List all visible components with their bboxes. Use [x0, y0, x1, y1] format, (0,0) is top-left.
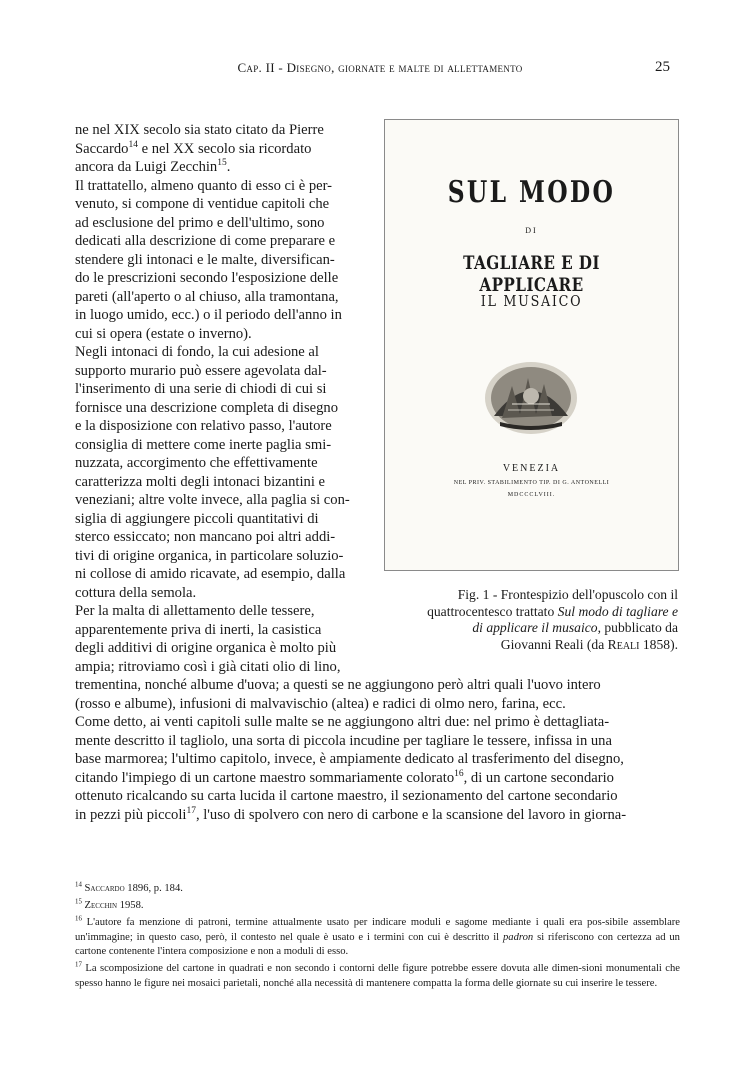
footnote: $^{14}$ Saccardo 1896, p. 184.	[75, 881, 183, 894]
body-line: siglia di aggiungere piccoli quantitativi di	[75, 511, 319, 527]
body-line: ancora da Luigi Zecchin$^{15}$.	[75, 158, 231, 175]
body-line: degli additivi di origine organica è molto più	[75, 640, 337, 656]
body-line: Per la malta di allettamento delle tessere,	[75, 603, 315, 619]
figure-caption: Fig. 1 - Frontespizio dell'opuscolo con il quattrocentesco trattato Sul modo di tagliare e di applicare il musaico, pubblicato da Giovanni Reali (da Reali 1858).	[427, 587, 678, 652]
body-line: cui si opera (estate o inverno).	[75, 326, 252, 342]
body-line: consiglia di mettere come inerte paglia smi-	[75, 437, 332, 453]
frontispiece-subtitle: TAGLIARE E DI APPLICARE	[463, 252, 600, 296]
body-line: (rosso e albume), infusioni di malvavischio (altea) e radici di olmo nero, farina, ecc.	[75, 696, 566, 712]
body-line: nuzzata, accorgimento che effettivamente	[75, 455, 318, 471]
body-line: ne nel XIX secolo sia stato citato da Pierre	[75, 122, 324, 138]
body-line: ampia; ritroviamo così i già citati olio di lino,	[75, 659, 341, 675]
frontispiece-image	[384, 119, 679, 571]
body-line: veneziani; altre volte invece, alla paglia si con-	[75, 492, 350, 508]
frontispiece-printer: NEL PRIV. STABILIMENTO TIP. DI G. ANTONELLI	[453, 480, 610, 486]
footnote: $^{17}$ La scomposizione del cartone in quadrati e non secondo i contorni delle figure potrebbe essere dovuta alle dimen-sioni monumentali che spesso hanno le figure nei mosaici parietali, nonché alla necessità di mantenere compatta la forma delle giornate su cui inserire le tessere.	[75, 961, 680, 989]
body-line: venuto, si compone di ventidue capitoli che	[75, 196, 330, 212]
body-line: citando l'impiego di un cartone maestro sommariamente colorato$^{16}$, di un cartone secondario	[75, 769, 614, 786]
running-header-title: Cap. II - Disegno, giornate e malte di allettamento	[237, 60, 523, 75]
frontispiece-year: MDCCCLVIII.	[507, 492, 556, 498]
body-line: do le prescrizioni secondo l'esposizione delle	[75, 270, 339, 286]
body-line: apparentemente priva di inerti, la casistica	[75, 622, 322, 638]
frontispiece-di: DI	[525, 226, 538, 235]
body-line: sterco essiccato; non mancano poi altri addi-	[75, 529, 336, 545]
footnote: $^{16}$ L'autore fa menzione di patroni, termine attualmente usato per indicare moduli e sagome mediante i quali era pos-sibile assemblare un'immagine; in questo caso, però, il contesto nel quale è usato e i termini con cui è descritto il padron si riferiscono con certezza ad un cartone contenente l'intera composizione e non a moduli di esso.	[75, 915, 680, 957]
footnote: $^{15}$ Zecchin 1958.	[75, 898, 144, 911]
frontispiece-subject: IL MUSAICO	[480, 292, 583, 310]
frontispiece-city: VENEZIA	[502, 463, 561, 474]
body-line: mente descritto il tagliolo, una sorta di piccola incudine per tagliare le tessere, infissa in una	[75, 733, 612, 749]
body-line: trementina, nonché albume d'uova; a questi se ne aggiungono però altri quali l'uovo intero	[75, 677, 601, 693]
body-line: tivi di origine organica, in particolare soluzio-	[75, 548, 344, 564]
body-line: in luogo umido, ecc.) o il periodo dell'anno in	[75, 307, 342, 323]
body-line: Il trattatello, almeno quanto di esso ci è per-	[75, 178, 333, 194]
body-line: Negli intonaci di fondo, la cui adesione al	[75, 344, 319, 360]
body-line: e la disposizione con relativo passo, l'autore	[75, 418, 332, 434]
body-line: base marmorea; l'ultimo capitolo, invece, è ampiamente dedicato al trasferimento del disegno,	[75, 751, 624, 767]
body-line: supporto murario può essere agevolata dal-	[75, 363, 327, 379]
body-line: caratterizza molti degli intonaci bizantini e	[75, 474, 326, 490]
body-line: l'inserimento di una serie di chiodi di cui si	[75, 381, 327, 397]
body-line: ad esclusione del primo e dell'ultimo, sono	[75, 215, 325, 231]
body-line: cottura della semola.	[75, 585, 197, 601]
frontispiece-title: SUL MODO	[447, 175, 616, 210]
body-line: ni collose di amido ricavate, ad esempio, dalla	[75, 566, 346, 582]
body-line: Come detto, ai venti capitoli sulle malte se ne aggiungono altri due: nel primo è dettagliata-	[75, 714, 610, 730]
body-line: ottenuto ricalcando su carta lucida il cartone maestro, il sezionamento del cartone secondario	[75, 788, 618, 804]
page-number: 25	[655, 59, 670, 75]
body-line: stendere gli intonaci e le malte, diversifican-	[75, 252, 335, 268]
body-line: pareti (all'aperto o al chiuso, alla tramontana,	[75, 289, 339, 305]
body-line: in pezzi più piccoli$^{17}$, l'uso di spolvero con nero di carbone e la scansione del lavoro in giorna-	[75, 806, 627, 823]
body-line: dedicati alla descrizione di come preparare e	[75, 233, 336, 249]
body-line: Saccardo$^{14}$ e nel XX secolo sia ricordato	[75, 140, 312, 157]
body-line: fornisce una descrizione completa di disegno	[75, 400, 339, 416]
engraving-emblem-icon	[482, 356, 580, 436]
